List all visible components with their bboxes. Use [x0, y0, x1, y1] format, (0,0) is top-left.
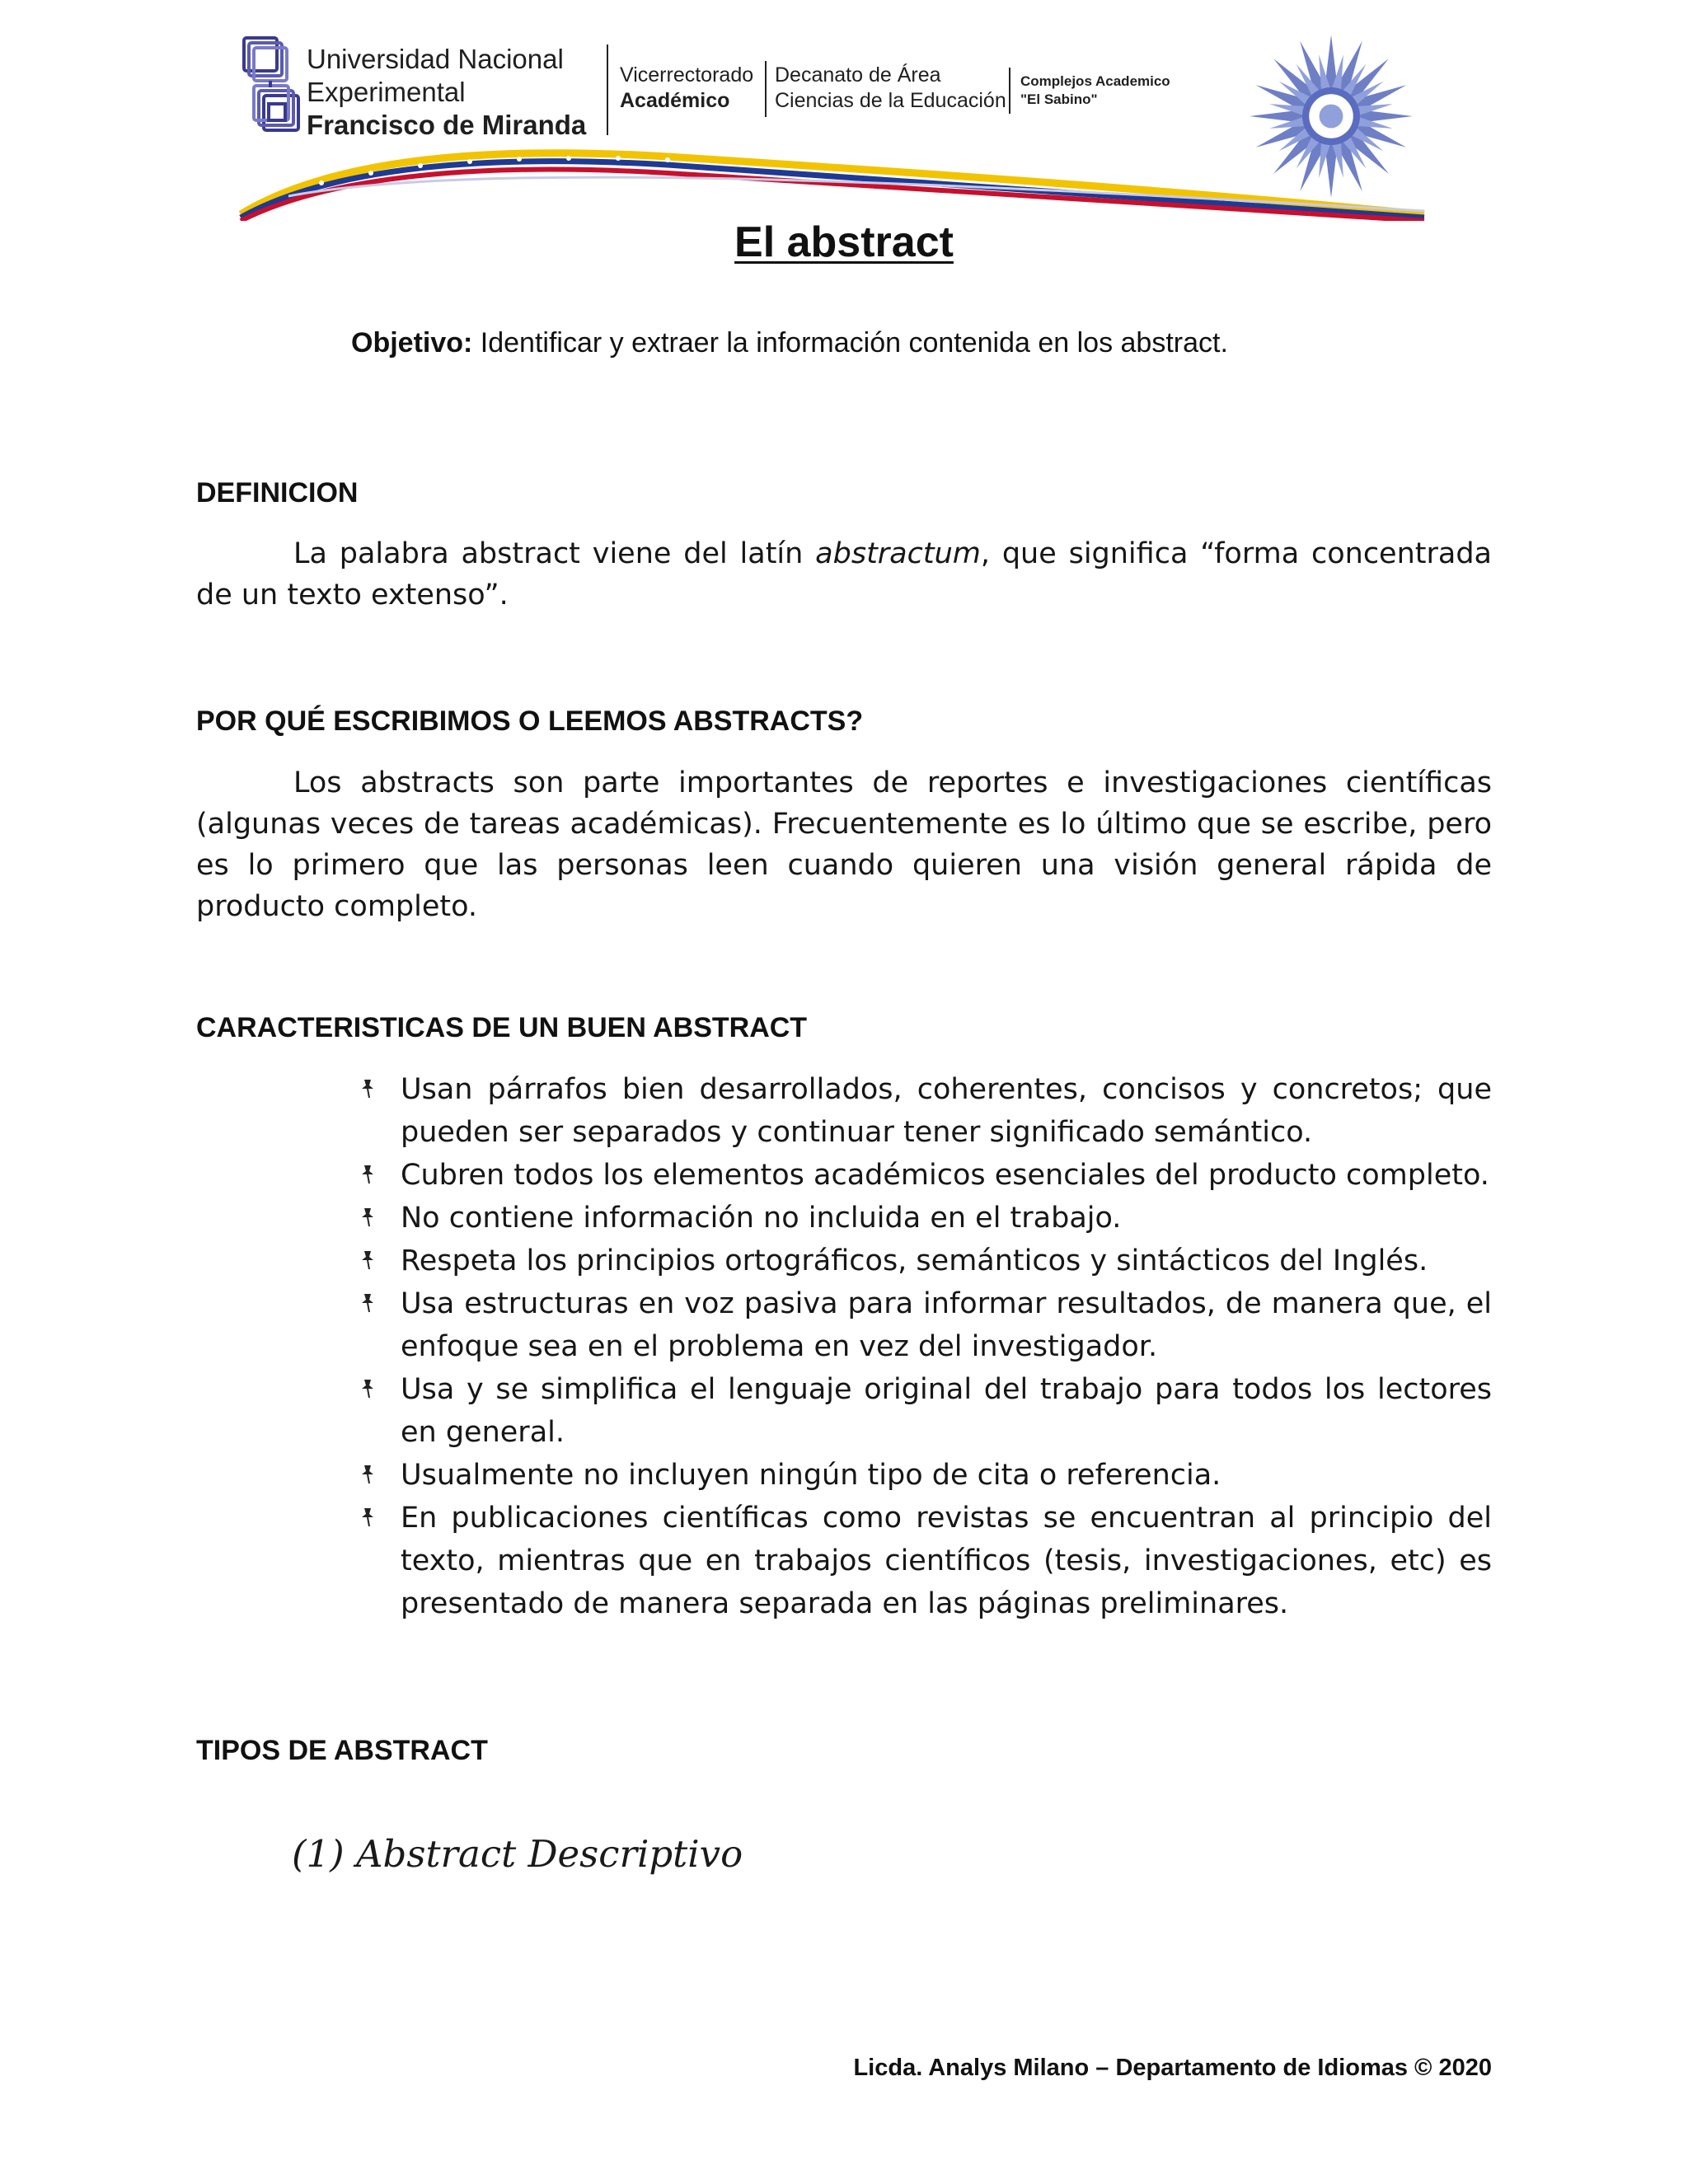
objective — [351, 325, 1228, 361]
list-item-text: No contiene información no incluida en el trabajo. — [401, 1202, 1122, 1235]
pushpin-icon — [359, 1292, 377, 1314]
objective-text: Identificar y extraer la información contenida en los abstract. — [472, 327, 1228, 359]
list-item — [359, 1197, 1492, 1240]
list-item-text: Respeta los principios ortográficos, semánticos y sintácticos del Inglés. — [401, 1244, 1428, 1277]
definicion-term: abstractum — [815, 537, 981, 570]
university-name-line2: Experimental — [307, 77, 466, 107]
complejos-line2: "El Sabino" — [1020, 91, 1098, 107]
abstract-type-heading: (1) Abstract Descriptivo — [292, 1832, 743, 1876]
pushpin-icon — [359, 1207, 377, 1228]
pushpin-icon — [359, 1164, 377, 1185]
list-item — [359, 1154, 1492, 1197]
pushpin-icon — [359, 1464, 377, 1485]
decanato-line2: Ciencias de la Educación — [775, 89, 1006, 112]
pushpin-icon — [359, 1078, 377, 1099]
objective-label: Objetivo: — [351, 327, 473, 359]
vicerrectorado-line2: Académico — [620, 89, 730, 112]
list-item-text: En publicaciones científicas como revistas se encuentran al principio del texto, mientras que en trabajos científicos (tesis, investigaciones, etc) es presentado de manera separada en las páginas preliminares. — [401, 1502, 1492, 1620]
page-title — [0, 216, 1688, 269]
page-header — [0, 0, 1688, 231]
decanato-line1: Decanato de Área — [775, 63, 941, 87]
list-item — [359, 1068, 1492, 1154]
vicerrectorado-label — [620, 63, 753, 114]
university-logo-icon — [241, 35, 305, 142]
list-item-text: Usa y se simplifica el lenguaje original del trabajo para todos los lectores en general. — [401, 1373, 1492, 1449]
pushpin-icon — [359, 1378, 377, 1399]
porque-paragraph: Los abstracts son parte importantes de reportes e investigaciones científicas (algunas veces de tareas académicas). Frecuentemente es lo último que se escribe, pero es lo primero que las personas leen cuando quieren una visión general rápida de producto completo. — [196, 766, 1492, 923]
list-item — [359, 1368, 1492, 1454]
section-heading-definicion: DEFINICION — [196, 477, 359, 509]
decanato-label — [775, 63, 1006, 114]
vicerrectorado-line1: Vicerrectorado — [620, 63, 754, 87]
list-item — [359, 1454, 1492, 1497]
list-item-text: Cubren todos los elementos académicos esenciales del producto completo. — [401, 1159, 1489, 1192]
university-name — [307, 43, 586, 142]
header-divider — [765, 61, 767, 117]
list-item-text: Usan párrafos bien desarrollados, coherentes, concisos y concretos; que pueden ser separados y continuar tener significado semántico. — [401, 1073, 1492, 1149]
list-item-text: Usa estructuras en voz pasiva para informar resultados, de manera que, el enfoque sea en el problema en vez del investigador. — [401, 1287, 1492, 1363]
complejos-line1: Complejos Academico — [1020, 73, 1170, 89]
list-item — [359, 1240, 1492, 1282]
pushpin-icon — [359, 1249, 377, 1271]
university-name-line3: Francisco de Miranda — [307, 110, 587, 140]
sun-emblem-icon — [1246, 31, 1416, 201]
page-footer: Licda. Analys Milano – Departamento de Idiomas © 2020 — [853, 2055, 1492, 2081]
section-heading-caracteristicas: CARACTERISTICAS DE UN BUEN ABSTRACT — [196, 1012, 808, 1043]
section-heading-porque: POR QUÉ ESCRIBIMOS O LEEMOS ABSTRACTS? — [196, 705, 864, 737]
list-item — [359, 1497, 1492, 1625]
complejos-label — [1020, 73, 1170, 109]
definicion-paragraph — [196, 533, 1492, 616]
university-name-line1: Universidad Nacional — [307, 44, 564, 74]
header-divider — [1009, 68, 1010, 114]
header-divider — [607, 45, 608, 135]
list-item — [359, 1282, 1492, 1368]
caracteristicas-list — [359, 1068, 1492, 1625]
page-title-text: El abstract — [734, 218, 954, 266]
definicion-text-after: , que significa “forma concentrada de un texto extenso”. — [196, 537, 1493, 612]
list-item-text: Usualmente no incluyen ningún tipo de cita o referencia. — [401, 1459, 1221, 1492]
section-heading-tipos: TIPOS DE ABSTRACT — [196, 1735, 488, 1766]
pushpin-icon — [359, 1507, 377, 1528]
definicion-text-before: La palabra abstract viene del latín — [293, 537, 816, 570]
